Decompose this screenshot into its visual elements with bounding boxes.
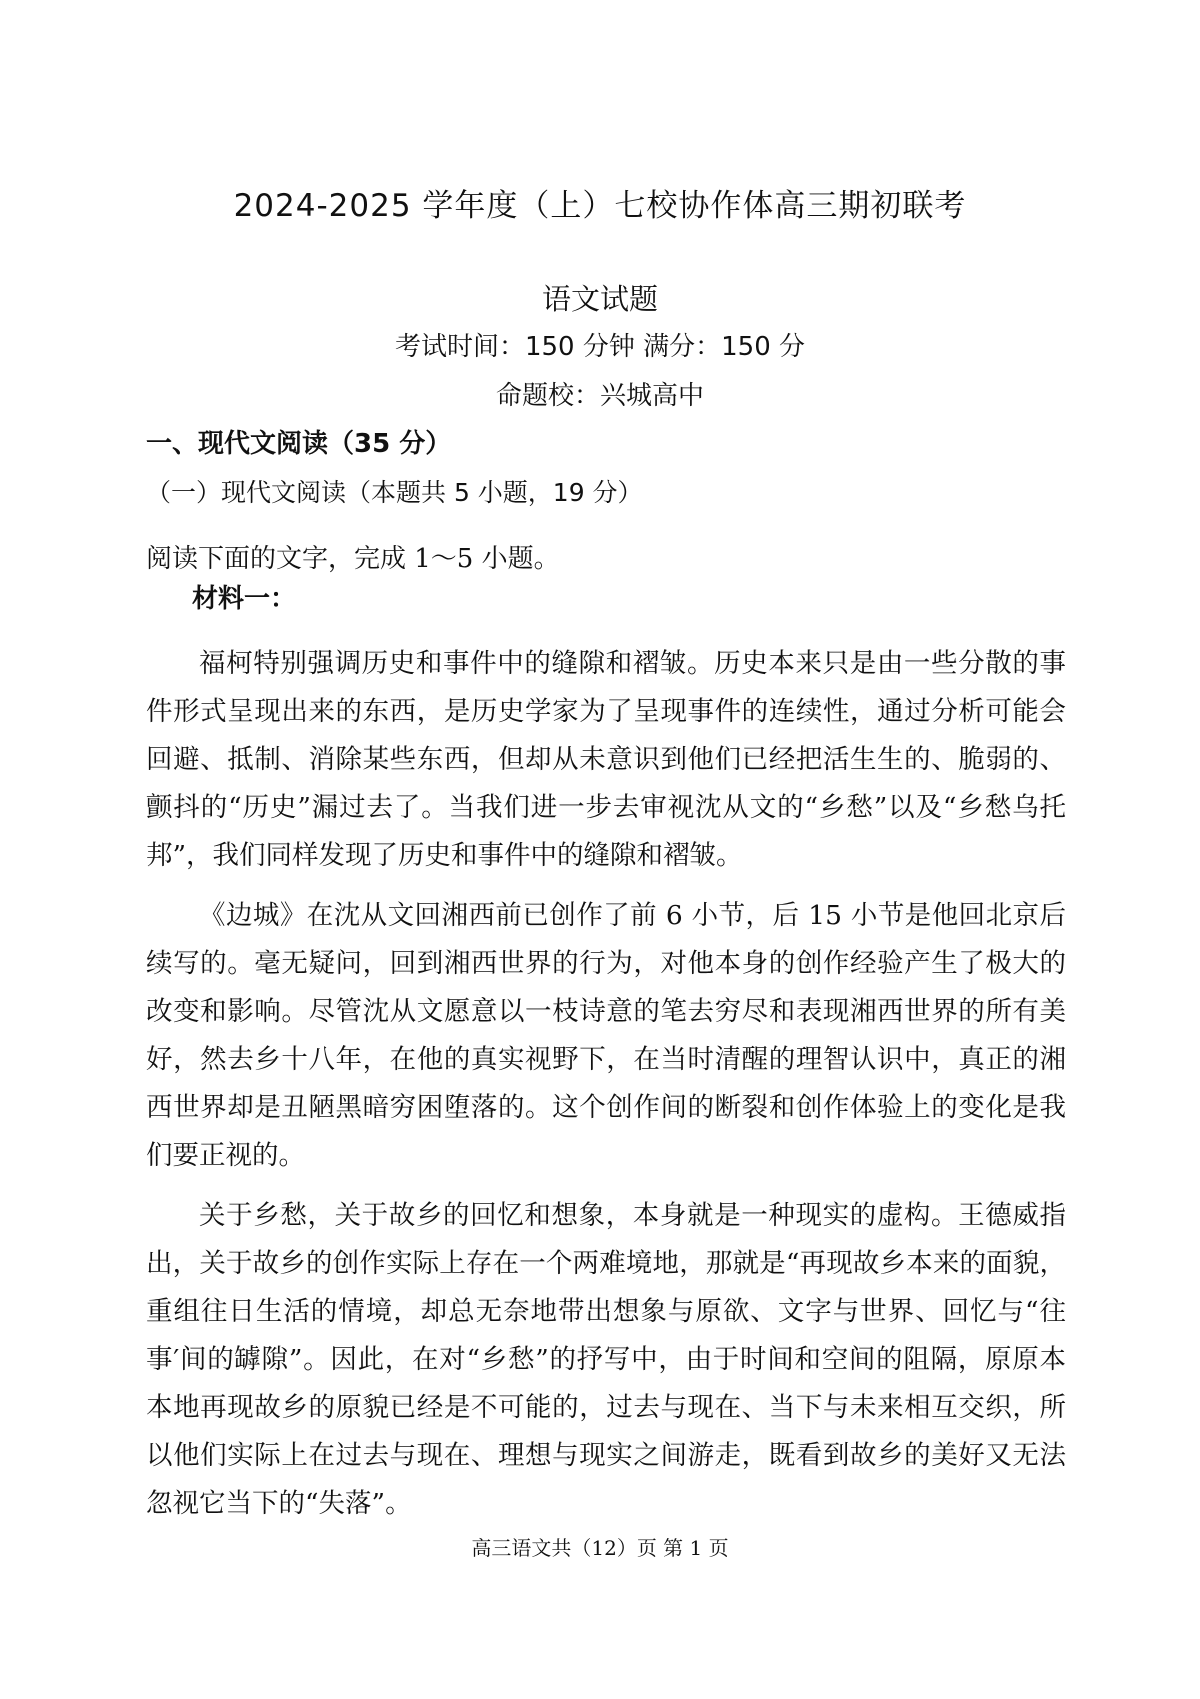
section-subheading: （一）现代文阅读（本题共 5 小题，19 分） <box>146 478 643 507</box>
material-label: 材料一： <box>192 584 297 614</box>
reading-instruction: 阅读下面的文字，完成 1～5 小题。 <box>146 544 560 574</box>
passage-paragraph: 福柯特别强调历史和事件中的缝隙和褶皱。历史本来只是由一些分散的事件形式呈现出来的东西，是历史学家为了呈现事件的连续性，通过分析可能会回避、抵制、消除某些东西，但却从未意识到他们已经把活生生的、脆弱的、颤抖的“历史”漏过去了。当我们进一步去审视沈从文的“乡愁”以及“乡愁乌托邦”，我们同样发现了历史和事件中的缝隙和褶皱。 <box>146 648 1066 871</box>
exam-meta: 考试时间：150 分钟 满分：150 分 <box>394 332 806 362</box>
page-footer: 高三语文共（12）页 第 1 页 <box>471 1536 729 1560</box>
section-heading: 一、现代文阅读（35 分） <box>146 429 452 459</box>
subject-title: 语文试题 <box>541 282 658 316</box>
passage-paragraph: 《边城》在沈从文回湘西前已创作了前 6 小节，后 15 小节是他回北京后续写的。毫无疑问，回到湘西世界的行为，对他本身的创作经验产生了极大的改变和影响。尽管沈从文愿意以一枝诗意的笔去穷尽和表现湘西世界的所有美好，然去乡十八年，在他的真实视野下，在当时清醒的理智认识中，真正的湘西世界却是丑陋黑暗穷困堕落的。这个创作间的断裂和创作体验上的变化是我们要正视的。 <box>146 900 1066 1171</box>
exam-title: 2024-2025 学年度（上）七校协作体高三期初联考 <box>233 188 967 224</box>
passage-body <box>146 640 1066 1540</box>
exam-school: 命题校：兴城高中 <box>495 381 704 411</box>
passage-paragraph: 关于乡愁，关于故乡的回忆和想象，本身就是一种现实的虚构。王德威指出，关于故乡的创作实际上存在一个两难境地，那就是“再现故乡本来的面貌，重组往日生活的情境，却总无奈地带出想象与原欲、文字与世界、回忆与“往事′间的罅隙”。因此，在对“乡愁”的抒写中，由于时间和空间的阻隔，原原本本地再现故乡的原貌已经是不可能的，过去与现在、当下与未来相互交织，所以他们实际上在过去与现在、理想与现实之间游走，既看到故乡的美好又无法忽视它当下的“失落”。 <box>146 1200 1066 1519</box>
